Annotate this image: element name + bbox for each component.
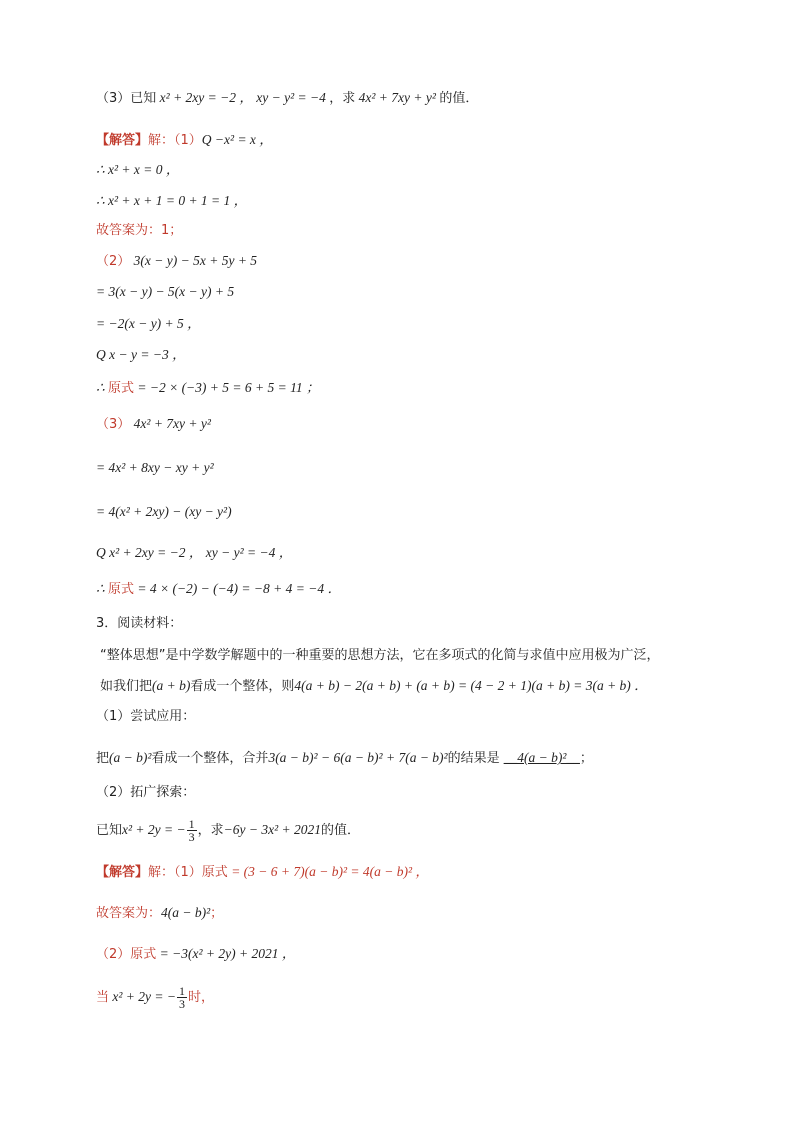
text-line-26 [96, 985, 214, 1010]
text-segment: 如我们把 [100, 679, 153, 694]
text-line-25 [96, 944, 295, 965]
text-segment: 原式 [201, 865, 228, 880]
text-segment: ，求 [197, 823, 224, 838]
text-line-21 [96, 783, 195, 803]
text-segment: 3(x − y) − 5x + 5y + 5 [130, 253, 258, 268]
text-segment: 当 [96, 990, 110, 1005]
text-segment: = (3 − 6 + 7)(a − b)² = 4(a − b)² ， [227, 864, 429, 879]
text-segment: 解：（1） [148, 133, 202, 148]
text-segment: 解：（1） [148, 865, 202, 880]
text-line-24 [96, 903, 223, 924]
text-segment: （3） [96, 417, 131, 432]
text-segment: __4(a − b)²__ [503, 750, 580, 765]
text-segment: 4(a − b)² [161, 905, 211, 920]
text-line-7 [96, 282, 234, 303]
text-segment: ∴ x² + x + 1 = 0 + 1 = 1 ， [96, 193, 248, 208]
text-line-11 [96, 414, 211, 435]
text-segment: = −3(x² + 2y) + 2021 ， [156, 946, 296, 961]
fraction-numerator: 1 [179, 984, 186, 998]
text-segment: 3(a − b)² − 6(a − b)² + 7(a − b)² [268, 750, 448, 765]
text-segment: 时， [188, 990, 215, 1005]
text-segment: 已知 [96, 823, 123, 838]
text-segment: 3．阅读材料： [96, 616, 183, 631]
text-line-4 [96, 191, 247, 212]
text-segment: = 4x² + 8xy − xy + y² [96, 460, 214, 475]
text-segment: （2）拓广探索： [96, 785, 196, 800]
text-segment: 故答案为：1； [96, 223, 183, 238]
text-segment: 看成一个整体，合并 [151, 751, 269, 766]
text-segment: ∴ [96, 380, 108, 395]
fraction-denominator: 3 [179, 997, 186, 1011]
text-segment: 故答案为： [96, 906, 162, 921]
text-segment: (a + b) [152, 678, 191, 693]
text-segment: 4x² + 7xy + y² [130, 416, 211, 431]
text-segment: = −2(x − y) + 5 ， [96, 316, 201, 331]
text-line-10 [96, 378, 319, 399]
text-segment: （2） [96, 947, 131, 962]
text-segment: 【解答】 [96, 865, 149, 880]
text-segment: (a − b)² [109, 750, 152, 765]
text-segment: 的值． [439, 91, 479, 106]
text-line-12 [96, 458, 214, 479]
text-segment: 原式 [107, 582, 134, 597]
text-segment: x² + 2y = − [109, 989, 177, 1004]
text-line-8 [96, 314, 201, 335]
text-segment: 的值． [321, 823, 361, 838]
text-segment: ； [579, 751, 593, 766]
text-line-1 [96, 88, 478, 109]
text-line-18 [100, 676, 648, 697]
text-segment: 原式 [130, 947, 157, 962]
text-line-22 [96, 818, 360, 843]
text-segment: = 4 × (−2) − (−4) = −8 + 4 = −4 ． [133, 581, 341, 596]
text-segment: x² + 2y = − [122, 822, 186, 837]
text-segment: 4(a + b) − 2(a + b) + (a + b) = (4 − 2 + 1)(a + b) = 3(a + b) ． [294, 678, 648, 693]
text-segment: −6y − 3x² + 2021 [223, 822, 322, 837]
text-segment: ，求 [329, 91, 356, 106]
text-line-23 [96, 862, 429, 883]
text-segment: Q −x² = x ， [201, 132, 273, 147]
text-segment: Q x − y = −3 ， [96, 347, 186, 362]
text-line-9 [96, 345, 186, 366]
text-line-16 [96, 614, 182, 634]
text-line-5 [96, 221, 182, 241]
text-segment: ∴ x² + x = 0 ， [96, 162, 180, 177]
text-segment: = −2 × (−3) + 5 = 6 + 5 = 11 ； [133, 380, 320, 395]
text-line-13 [96, 502, 232, 523]
text-segment: 把 [96, 751, 110, 766]
text-segment: “整体思想”是中学数学解题中的一种重要的思想方法，它在多项式的化简与求值中应用极为广泛， [100, 648, 660, 663]
text-segment: 4x² + 7xy + y² [355, 90, 440, 105]
text-line-15 [96, 579, 341, 600]
text-segment: 的结果是 [447, 751, 504, 766]
text-line-20 [96, 748, 593, 769]
text-segment: （2） [96, 254, 131, 269]
fraction [177, 985, 187, 1010]
text-segment: Q x² + 2xy = −2 ， xy − y² = −4 ， [96, 545, 293, 560]
text-segment: 原式 [107, 381, 134, 396]
text-segment: x² + 2xy = −2 ， xy − y² = −4 [156, 90, 330, 105]
text-segment: ∴ [96, 581, 108, 596]
text-line-14 [96, 543, 292, 564]
fraction-numerator: 1 [188, 817, 195, 831]
text-segment: 看成一个整体，则 [190, 679, 295, 694]
text-segment: 【解答】 [96, 133, 149, 148]
text-segment: = 4(x² + 2xy) − (xy − y²) [96, 504, 232, 519]
text-segment: （1）尝试应用： [96, 709, 196, 724]
text-line-19 [96, 707, 195, 727]
text-segment: （3）已知 [96, 91, 157, 106]
text-line-6 [96, 251, 257, 272]
fraction-denominator: 3 [188, 830, 195, 844]
text-segment: ； [210, 906, 224, 921]
fraction [187, 818, 197, 843]
text-line-2 [96, 130, 273, 151]
text-segment: = 3(x − y) − 5(x − y) + 5 [96, 284, 235, 299]
text-line-17 [100, 646, 659, 666]
text-line-3 [96, 160, 179, 181]
